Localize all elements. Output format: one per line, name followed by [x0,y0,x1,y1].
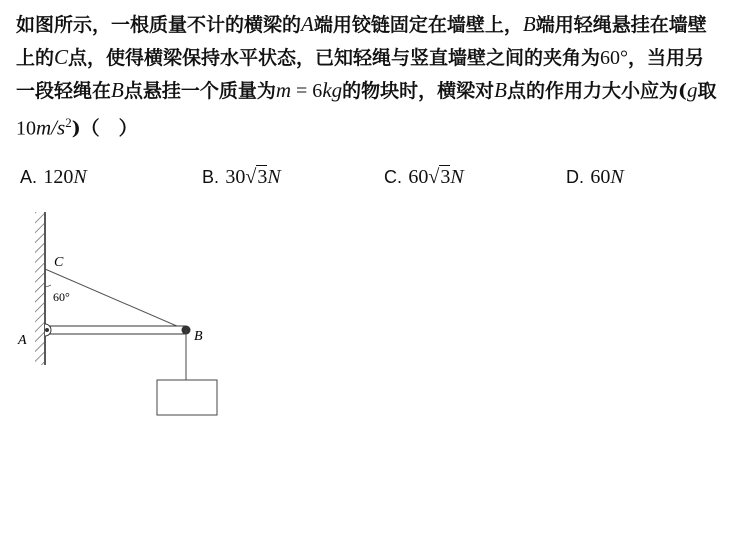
question-seg: 取 [697,80,717,102]
option-letter: D. [566,167,584,187]
question-seg: 如图所示，一根质量不计的横梁的 [16,14,302,36]
label-a: A [18,333,27,348]
g-exponent: 2 [65,115,72,130]
option-value: 120 [43,166,74,188]
hanging-block [157,380,217,415]
option-d[interactable] [566,164,624,189]
angle-value: 60° [600,47,629,69]
option-letter: B. [202,167,220,187]
var-b: B [111,78,124,102]
question-seg: 端用铰链固定在墙壁上， [313,14,523,36]
g-unit: m/s [36,115,66,140]
question-seg: 点的作用力大小应为( [506,80,687,102]
option-unit: N [450,166,464,188]
question-seg: )（ ） [71,117,138,140]
option-a[interactable] [20,164,87,189]
question-seg: ，当用另一段轻绳在 [16,47,705,102]
option-value: 60 [408,166,429,188]
var-b: B [494,78,507,102]
beam-diagram [0,200,260,430]
var-a: A [301,12,314,36]
option-unit: N [73,166,87,188]
mass-value: = 6 [291,80,323,102]
beam [48,326,186,334]
g-symbol: g [686,78,698,102]
wall-hatching [35,212,44,365]
answer-options [20,164,720,194]
question-text [16,8,722,144]
option-c[interactable] [384,164,464,189]
question-seg: 点，使得横梁保持水平状态，已知轻绳与竖直墙壁之间的夹角为 [68,47,601,69]
var-c: C [54,45,69,69]
option-b[interactable] [202,164,281,189]
option-letter: A. [20,167,38,187]
option-unit: N [267,166,281,188]
question-seg: 的物块时，横梁对 [342,80,495,102]
mass-unit: kg [322,78,343,102]
option-unit: N [610,166,624,188]
sqrt-sign: √ [245,166,257,188]
angle-arc [45,285,51,287]
var-b: B [522,12,536,36]
hinge-pin [45,328,49,332]
label-b: B [194,329,203,344]
option-letter: C. [384,167,402,187]
g-value: 10 [16,117,36,140]
question-seg: 点悬挂一个质量为 [123,80,276,102]
option-radicand: 3 [257,166,268,188]
mass-symbol: m [275,78,292,102]
option-value: 30 [225,166,246,188]
sqrt-sign: √ [428,166,440,188]
option-value: 60 [590,166,611,188]
angle-label: 60° [53,290,70,304]
label-c: C [54,255,64,270]
question-seg: 端用轻绳悬挂在墙壁上的 [16,14,707,69]
option-radicand: 3 [440,166,451,188]
